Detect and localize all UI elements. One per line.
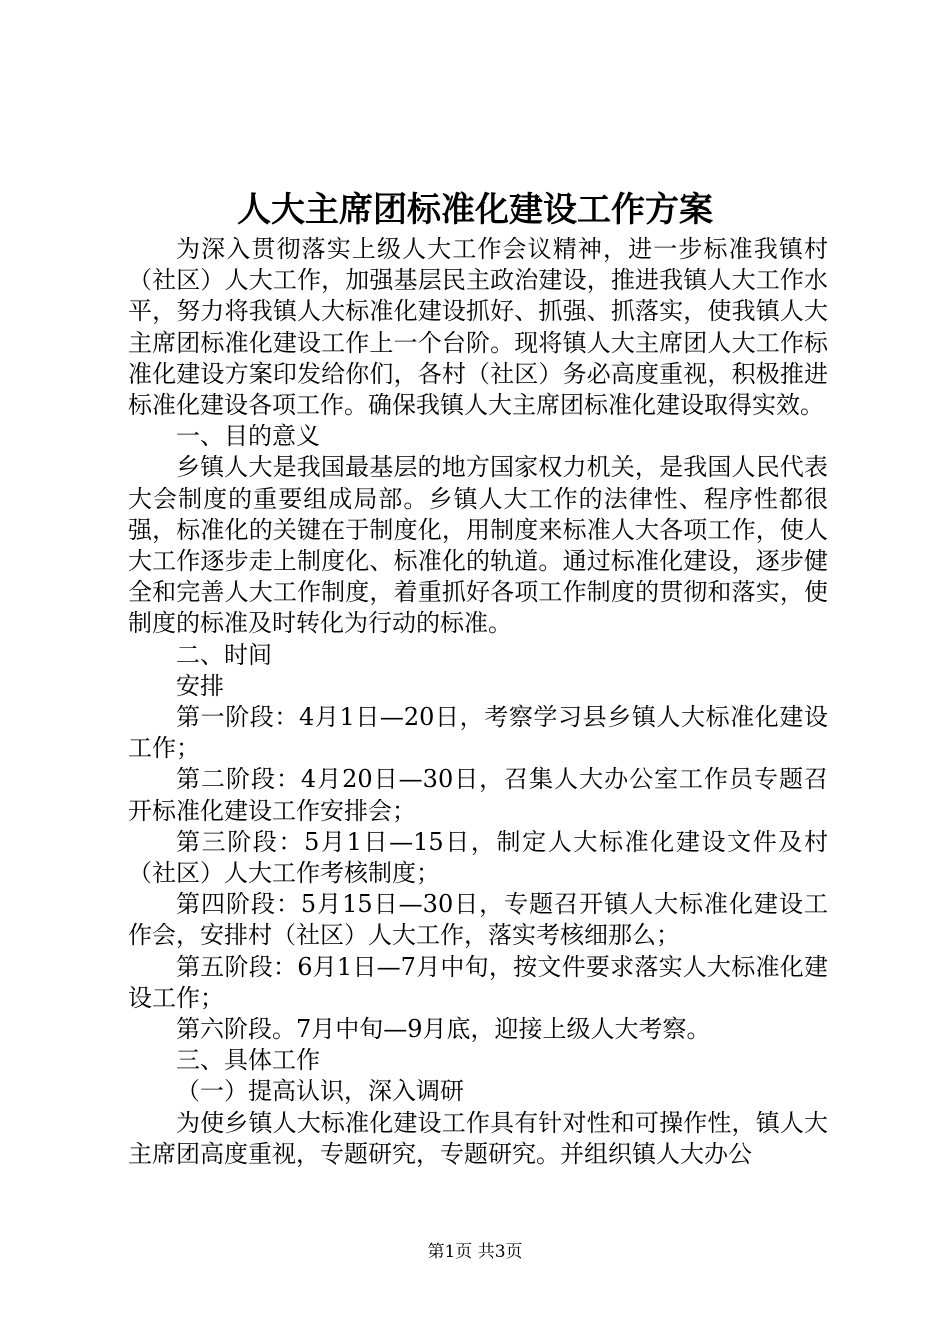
heading-subsection-1: （一）提高认识，深入调研 — [176, 1077, 464, 1106]
paragraph-stage-3: 第三阶段：5月1日—15日，制定人大标准化建设文件及村（社区）人大工作考核制度； — [128, 827, 828, 888]
page-footer: 第1页 共3页 — [427, 1242, 523, 1262]
document-body — [128, 234, 828, 1170]
heading-section-3: 三、具体工作 — [176, 1046, 320, 1075]
paragraph-stage-1: 第一阶段：4月1日—20日，考察学习县乡镇人大标准化建设工作； — [128, 703, 828, 763]
paragraph-arrangement: 安排 — [176, 671, 224, 700]
paragraph-stage-2: 第二阶段：4月20日—30日，召集人大办公室工作员专题召开标准化建设工作安排会； — [128, 765, 828, 825]
paragraph-research: 为使乡镇人大标准化建设工作具有针对性和可操作性，镇人大主席团高度重视，专题研究，专题研究。并组织镇人大办公 — [128, 1108, 828, 1168]
heading-section-2: 二、时间 — [176, 640, 272, 669]
paragraph-purpose: 乡镇人大是我国最基层的地方国家权力机关，是我国人民代表大会制度的重要组成局部。乡镇人大工作的法律性、程序性都很强，标准化的关键在于制度化，用制度来标准人大各项工作，使人大工作逐步走上制度化、标准化的轨道。通过标准化建设，逐步健全和完善人大工作制度，着重抓好各项工作制度的贯彻和落实，使制度的标准及时转化为行动的标准。 — [128, 453, 828, 638]
document-title: 人大主席团标准化建设工作方案 — [237, 190, 713, 230]
heading-section-1: 一、目的意义 — [176, 422, 320, 451]
paragraph-intro: 为深入贯彻落实上级人大工作会议精神，进一步标准我镇村（社区）人大工作，加强基层民主政治建设，推进我镇人大工作水平，努力将我镇人大标准化建设抓好、抓强、抓落实，使我镇人大主席团标准化建设工作上一个台阶。现将镇人大主席团人大工作标准化建设方案印发给你们，各村（社区）务必高度重视，积极推进标准化建设各项工作。确保我镇人大主席团标准化建设取得实效。 — [128, 235, 828, 420]
paragraph-stage-4: 第四阶段：5月15日—30日，专题召开镇人大标准化建设工作会，安排村（社区）人大工作，落实考核细那么； — [128, 890, 828, 950]
paragraph-stage-5: 第五阶段：6月1日—7月中旬，按文件要求落实人大标准化建设工作； — [128, 952, 828, 1012]
paragraph-stage-6: 第六阶段。7月中旬—9月底，迎接上级人大考察。 — [176, 1015, 711, 1044]
